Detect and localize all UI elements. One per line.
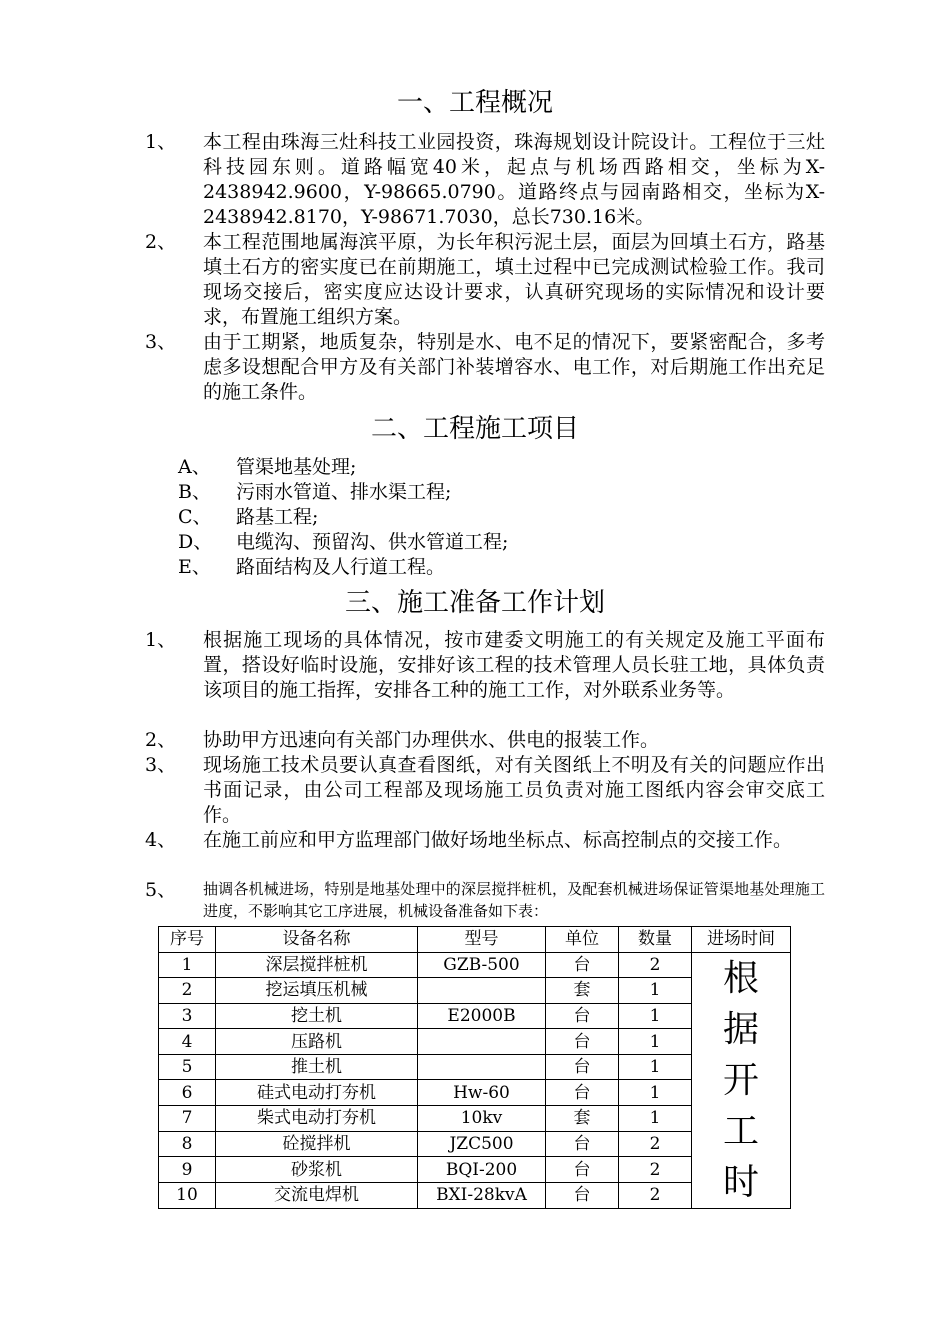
table-cell [418,1054,546,1080]
section-1-item [145,230,825,330]
table-cell: 6 [159,1080,216,1106]
item-text: 在施工前应和甲方监理部门做好场地坐标点、标高控制点的交接工作。 [203,829,793,851]
section-1-item [145,130,825,230]
table-cell [418,1029,546,1055]
table-cell: 1 [619,1054,692,1080]
table-cell: JZC500 [418,1131,546,1157]
item-text: 污雨水管道、排水渠工程; [236,481,452,503]
entry-time-char: 工 [722,1110,759,1152]
header-cell: 型号 [418,927,546,953]
table-row [159,952,791,978]
section-1-item [145,330,825,405]
item-number: 3、 [145,754,177,776]
item-number: 1、 [145,629,177,651]
table-cell: 推土机 [216,1054,418,1080]
table-cell: BXI-28kvA [418,1182,546,1208]
header-cell: 设备名称 [216,927,418,953]
table-cell: 9 [159,1157,216,1183]
item-number: 4、 [145,829,177,851]
section-2-item [178,480,451,505]
item-text: 现场施工技术员要认真查看图纸，对有关图纸上不明及有关的问题应作出书面记录，由公司工程部及现场施工员负责对施工图纸内容会审交底工作。 [203,754,825,826]
table-cell: 砂浆机 [216,1157,418,1183]
table-cell: 1 [619,1003,692,1029]
table-cell: 台 [546,1029,619,1055]
table-cell: 1 [619,978,692,1004]
equipment-table [158,926,791,1209]
section-1-title: 一、工程概况 [396,88,553,118]
table-cell: 砼搅拌机 [216,1131,418,1157]
table-cell: BQI-200 [418,1157,546,1183]
item-letter: E、 [178,556,211,578]
table-cell: 2 [619,1182,692,1208]
item-text: 根据施工现场的具体情况，按市建委文明施工的有关规定及施工平面布置，搭设好临时设施，安排好该工程的技术管理人员长驻工地，具体负责该项目的施工指挥，安排各工种的施工工作，对外联系业务等。 [203,629,825,701]
table-cell: 1 [619,1029,692,1055]
table-cell: 2 [159,978,216,1004]
section-3-item [145,728,825,753]
item-text: 路面结构及人行道工程。 [236,556,446,578]
table-cell: GZB-500 [418,952,546,978]
table-cell: 台 [546,1131,619,1157]
item-number: 2、 [145,729,177,751]
table-cell: 台 [546,952,619,978]
table-cell: 交流电焊机 [216,1182,418,1208]
item-letter: C、 [178,506,212,528]
section-2-item [178,505,318,530]
item-number: 2、 [145,231,177,253]
table-cell: 硅式电动打夯机 [216,1080,418,1106]
section-2-item [178,530,508,555]
table-cell: 10 [159,1182,216,1208]
item-text: 管渠地基处理; [236,456,357,478]
section-2-title: 二、工程施工项目 [370,414,579,444]
table-cell: 1 [159,952,216,978]
item-number: 5、 [145,879,177,901]
table-cell: 挖运填压机械 [216,978,418,1004]
table-cell: 7 [159,1106,216,1132]
table-cell: 压路机 [216,1029,418,1055]
table-cell: 4 [159,1029,216,1055]
table-cell: 3 [159,1003,216,1029]
table-cell: 台 [546,1080,619,1106]
table-cell: 套 [546,1106,619,1132]
table-cell: 套 [546,978,619,1004]
section-3-item [145,828,825,853]
table-cell: 5 [159,1054,216,1080]
section-2-item [178,555,445,580]
item-number: 3、 [145,331,177,353]
item-text: 电缆沟、预留沟、供水管道工程; [236,531,509,553]
table-header-row [159,927,791,953]
table-cell: 台 [546,1054,619,1080]
table-cell: 深层搅拌桩机 [216,952,418,978]
item-letter: A、 [178,456,211,478]
table-cell: 10kv [418,1106,546,1132]
item-text: 本工程范围地属海滨平原，为长年积污泥土层，面层为回填土石方，路基填土石方的密实度已在前期施工，填土过程中已完成测试检验工作。我司现场交接后，密实度应达设计要求，认真研究现场的实际情况和设计要求，布置施工组织方案。 [203,231,825,328]
table-cell: 台 [546,1003,619,1029]
item-text: 本工程由珠海三灶科技工业园投资，珠海规划设计院设计。工程位于三灶科技园东则。道路幅宽40米，起点与机场西路相交，坐标为X-2438942.9600，Y-98665.0790。道路终点与园南路相交，坐标为X-2438942.8170，Y-98671.7030，总长730.16米。 [203,131,825,228]
table-cell: 台 [546,1182,619,1208]
table-cell: 2 [619,1131,692,1157]
item-number: 1、 [145,131,177,153]
item-text: 协助甲方迅速向有关部门办理供水、供电的报装工作。 [203,729,660,751]
section-3-item [145,753,825,828]
table-cell: E2000B [418,1003,546,1029]
table-cell: 1 [619,1106,692,1132]
header-cell: 数量 [619,927,692,953]
item-text: 由于工期紧，地质复杂，特别是水、电不足的情况下，要紧密配合，多考虑多设想配合甲方及有关部门补装增容水、电工作，对后期施工作出充足的施工条件。 [203,331,825,403]
section-2-item [178,455,356,480]
header-cell: 单位 [546,927,619,953]
table-cell: 挖土机 [216,1003,418,1029]
table-cell: Hw-60 [418,1080,546,1106]
entry-time-char: 根 [722,957,759,999]
table-cell [418,978,546,1004]
item-letter: B、 [178,481,211,503]
entry-time-char: 开 [722,1059,759,1101]
table-cell: 台 [546,1157,619,1183]
header-cell: 序号 [159,927,216,953]
item-letter: D、 [178,531,213,553]
entry-time-char: 据 [722,1008,759,1050]
item-text: 路基工程; [236,506,319,528]
table-cell: 1 [619,1080,692,1106]
header-cell: 进场时间 [692,927,791,953]
entry-time-char: 时 [722,1161,759,1203]
table-cell: 柴式电动打夯机 [216,1106,418,1132]
section-3-item [145,878,825,922]
item-text: 抽调各机械进场，特别是地基处理中的深层搅拌桩机，及配套机械进场保证管渠地基处理施工进度，不影响其它工序进展，机械设备准备如下表： [203,880,825,920]
section-3-item [145,628,825,703]
table-cell: 8 [159,1131,216,1157]
table-cell: 2 [619,952,692,978]
entry-time-cell [692,952,791,1208]
section-3-title: 三、施工准备工作计划 [344,588,605,618]
table-cell: 2 [619,1157,692,1183]
